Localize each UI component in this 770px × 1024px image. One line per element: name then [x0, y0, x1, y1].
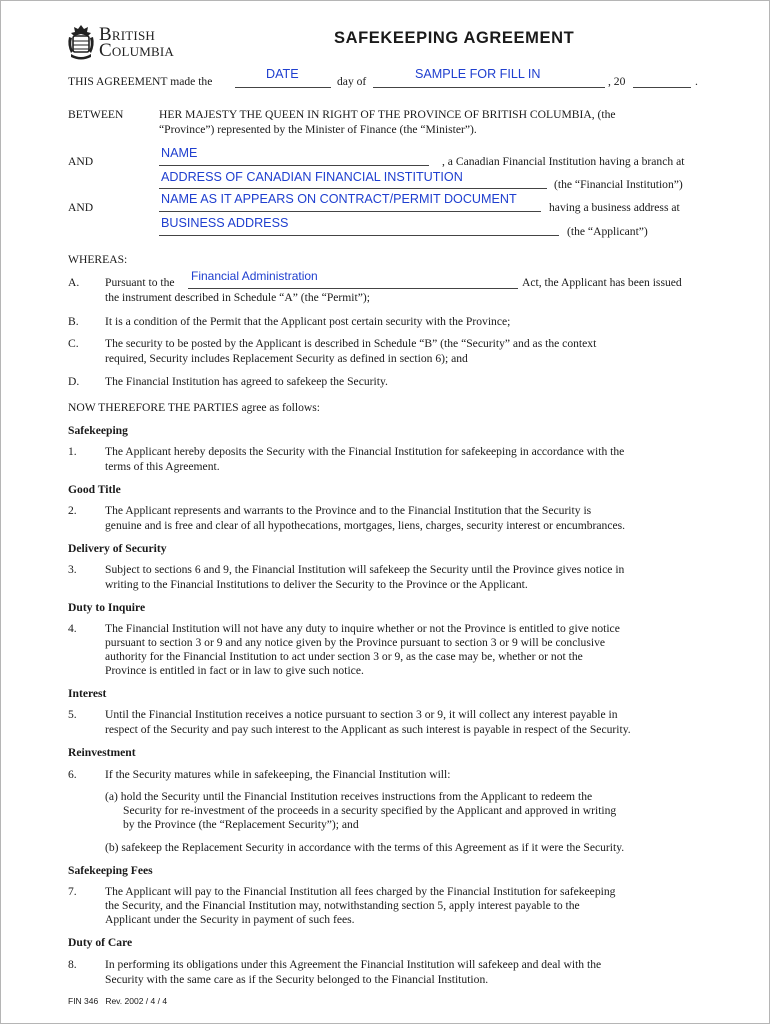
section-2-line-1: The Applicant represents and warrants to the Province and to the Financial Institution that the Security is: [105, 504, 592, 517]
date-line[interactable]: [235, 87, 331, 88]
section-6-line-1: If the Security matures while in safekeeping, the Financial Institution will:: [105, 768, 451, 781]
whereas-a-prefix: Pursuant to the: [105, 276, 175, 289]
between-line-1: HER MAJESTY THE QUEEN IN RIGHT OF THE PROVINCE OF BRITISH COLUMBIA, (the: [159, 108, 616, 121]
section-5-number: 5.: [68, 708, 77, 721]
section-7-line-3: Applicant under the Security in payment of such fees.: [105, 913, 355, 926]
section-4-number: 4.: [68, 622, 77, 635]
section-1-number: 1.: [68, 445, 77, 458]
day-of-label: day of: [337, 75, 367, 88]
form-footer: FIN 346 Rev. 2002 / 4 / 4: [68, 996, 168, 1006]
whereas-a-suffix: Act, the Applicant has been issued: [522, 276, 682, 289]
whereas-b-letter: B.: [68, 315, 79, 328]
section-1-line-1: The Applicant hereby deposits the Security with the Financial Institution for safekeeping in accordance with the: [105, 445, 625, 458]
section-5-line-2: respect of the Security and pay such interest to the Applicant as such interest is payable in respect of the Security.: [105, 723, 631, 736]
name-suffix: , a Canadian Financial Institution having a branch at: [442, 155, 685, 168]
bc-logo-text: [99, 24, 174, 61]
between-label: BETWEEN: [68, 108, 124, 121]
section-7-line-1: The Applicant will pay to the Financial Institution all fees charged by the Financial Institution for safekeeping: [105, 885, 616, 898]
section-6-number: 6.: [68, 768, 77, 781]
section-3-line-2: writing to the Financial Institutions to deliver the Security to the Province or the Applicant.: [105, 578, 528, 591]
section-4-line-3: authority for the Financial Institution to act under section 3 or 9, as the case may be, whether or not the: [105, 650, 583, 663]
section-heading-reinvestment: Reinvestment: [68, 746, 136, 759]
section-3-number: 3.: [68, 563, 77, 576]
agreement-end: .: [695, 75, 698, 88]
section-heading-delivery: Delivery of Security: [68, 542, 167, 555]
section-4-line-4: Province is entitled in fact or in law to give such notice.: [105, 664, 364, 677]
section-heading-interest: Interest: [68, 687, 107, 700]
name-line[interactable]: [159, 165, 429, 166]
month-line[interactable]: [373, 87, 605, 88]
section-heading-safekeeping-fees: Safekeeping Fees: [68, 864, 153, 877]
section-1-line-2: terms of this Agreement.: [105, 460, 220, 473]
section-6b-line-1: (b) safekeep the Replacement Security in accordance with the terms of this Agreement as if it were the Security.: [105, 841, 625, 854]
and-label-1: AND: [68, 155, 94, 168]
address-line[interactable]: [159, 188, 547, 189]
whereas-a-letter: A.: [68, 276, 80, 289]
section-4-line-2: pursuant to section 3 or 9 and any notice given by the Province pursuant to section 3 or 9 will be conclusive: [105, 636, 606, 649]
section-5-line-1: Until the Financial Institution receives a notice pursuant to section 3 or 9, it will collect any interest payable in: [105, 708, 618, 721]
whereas-b-text: It is a condition of the Permit that the Applicant post certain security with the Province;: [105, 315, 511, 328]
whereas-label: WHEREAS:: [68, 253, 128, 266]
section-heading-good-title: Good Title: [68, 483, 121, 496]
year-line[interactable]: [633, 87, 691, 88]
and-label-2: AND: [68, 201, 94, 214]
whereas-c-letter: C.: [68, 337, 79, 350]
section-7-number: 7.: [68, 885, 77, 898]
business-suffix: (the “Applicant”): [567, 225, 648, 238]
section-8-number: 8.: [68, 958, 77, 971]
whereas-d-letter: D.: [68, 375, 80, 388]
section-heading-duty-to-inquire: Duty to Inquire: [68, 601, 146, 614]
contract-name-line[interactable]: [159, 211, 541, 212]
section-2-number: 2.: [68, 504, 77, 517]
section-6a-line-1: (a) hold the Security until the Financial Institution receives instructions from the Applicant to redeem the: [105, 790, 593, 803]
between-line-2: “Province”) represented by the Minister of Finance (the “Minister”).: [159, 123, 477, 136]
section-7-line-2: the Security, and the Financial Institution may, notwithstanding section 5, apply interest payable to the: [105, 899, 580, 912]
contract-suffix: having a business address at: [549, 201, 680, 214]
logo-line-2: Columbia: [99, 40, 174, 61]
agreement-prefix: THIS AGREEMENT made the: [68, 75, 213, 88]
section-4-line-1: The Financial Institution will not have any duty to inquire whether or not the Province is entitled to give notice: [105, 622, 620, 635]
now-therefore: NOW THEREFORE THE PARTIES agree as follows:: [68, 401, 320, 414]
section-3-line-1: Subject to sections 6 and 9, the Financial Institution will safekeep the Security until the Province gives notice in: [105, 563, 625, 576]
section-6a-line-2: Security for re-investment of the proceeds in a security specified by the Applicant and approved in writing: [123, 804, 617, 817]
business-address-fill[interactable]: BUSINESS ADDRESS: [161, 216, 289, 230]
contract-name-fill[interactable]: NAME AS IT APPEARS ON CONTRACT/PERMIT DOCUMENT: [161, 192, 517, 206]
address-fill[interactable]: ADDRESS OF CANADIAN FINANCIAL INSTITUTION: [161, 170, 463, 184]
sample-fill[interactable]: SAMPLE FOR FILL IN: [415, 67, 541, 81]
section-8-line-2: Security with the same care as if the Security belonged to the Financial Institution.: [105, 973, 489, 986]
year-prefix: , 20: [608, 75, 626, 88]
address-suffix: (the “Financial Institution”): [554, 178, 683, 191]
section-6a-line-3: by the Province (the “Replacement Security”); and: [123, 818, 359, 831]
name-fill[interactable]: NAME: [161, 146, 198, 160]
whereas-c-line-2: required, Security includes Replacement Security as defined in section 6); and: [105, 352, 468, 365]
date-fill[interactable]: DATE: [266, 67, 299, 81]
section-8-line-1: In performing its obligations under this Agreement the Financial Institution will safekeep and deal with the: [105, 958, 602, 971]
section-heading-safekeeping: Safekeeping: [68, 424, 128, 437]
business-address-line[interactable]: [159, 235, 559, 236]
statute-fill[interactable]: Financial Administration: [191, 269, 318, 283]
whereas-a-line-2: the instrument described in Schedule “A” (the “Permit”);: [105, 291, 370, 304]
logo-line-1: British: [99, 24, 155, 45]
section-2-line-2: genuine and is free and clear of all hypothecations, mortgages, liens, charges, security interest or encumbrances.: [105, 519, 626, 532]
statute-line[interactable]: [188, 288, 518, 289]
page-title: SAFEKEEPING AGREEMENT: [334, 29, 575, 47]
whereas-d-text: The Financial Institution has agreed to safekeep the Security.: [105, 375, 388, 388]
whereas-c-line-1: The security to be posted by the Applicant is described in Schedule “B” (the “Security” and as the context: [105, 337, 597, 350]
section-heading-duty-of-care: Duty of Care: [68, 936, 133, 949]
bc-crest-icon: [65, 23, 97, 61]
